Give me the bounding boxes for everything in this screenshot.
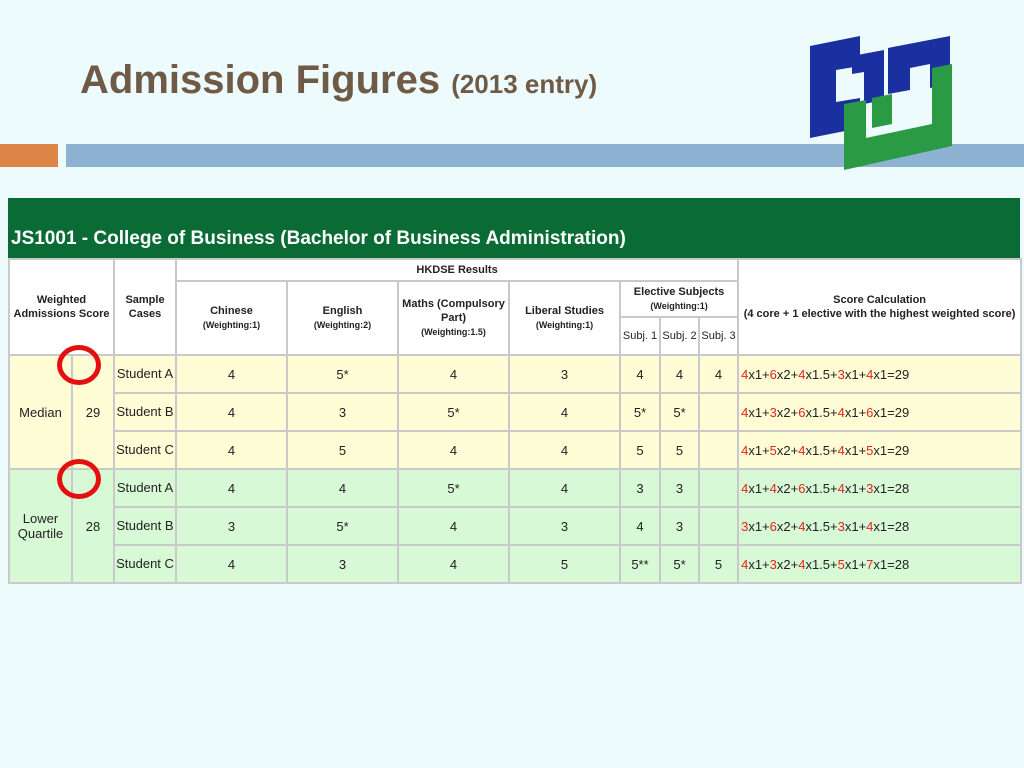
subj2-grade: 3 bbox=[660, 469, 699, 507]
subj1-grade: 5* bbox=[620, 393, 660, 431]
calc-operator: x1+ bbox=[748, 404, 770, 420]
subj3-grade: 4 bbox=[699, 355, 738, 393]
maths-grade: 4 bbox=[398, 545, 509, 583]
liberal-grade: 4 bbox=[509, 469, 620, 507]
calc-grade-points: 4 bbox=[866, 518, 874, 534]
calc-operator: x1+ bbox=[844, 518, 867, 534]
table-row bbox=[9, 431, 1021, 469]
group-label-median: Median bbox=[9, 355, 72, 469]
chinese-label: Chinese bbox=[210, 304, 253, 317]
calc-operator: x1.5+ bbox=[805, 442, 838, 458]
slide-subtitle: (2013 entry) bbox=[451, 69, 598, 99]
english-grade: 3 bbox=[287, 393, 398, 431]
liberal-grade: 4 bbox=[509, 431, 620, 469]
calc-grade-points: 4 bbox=[741, 404, 749, 420]
sample-case: Student A bbox=[114, 355, 176, 393]
table-row bbox=[9, 545, 1021, 583]
calc-grade-points: 4 bbox=[741, 366, 749, 382]
chinese-grade: 4 bbox=[176, 393, 287, 431]
group-score-median bbox=[72, 355, 114, 469]
subj1-grade: 4 bbox=[620, 355, 660, 393]
chinese-weighting: (Weighting:1) bbox=[202, 320, 261, 330]
liberal-header bbox=[509, 281, 620, 355]
calc-grade-points: 4 bbox=[769, 480, 777, 496]
ctu-logo bbox=[800, 28, 958, 170]
score-calc-header bbox=[738, 259, 1021, 355]
calc-grade-points: 3 bbox=[769, 404, 777, 420]
english-grade: 5 bbox=[287, 431, 398, 469]
calc-operator: x2+ bbox=[776, 480, 799, 496]
accent-bar-orange bbox=[0, 144, 58, 167]
subj3-grade bbox=[699, 507, 738, 545]
calc-operator: x1+ bbox=[844, 556, 867, 572]
sample-case: Student A bbox=[114, 469, 176, 507]
calc-operator: x2+ bbox=[776, 404, 799, 420]
calc-grade-points: 4 bbox=[798, 556, 806, 572]
calc-grade-points: 4 bbox=[798, 442, 806, 458]
calc-grade-points: 4 bbox=[798, 518, 806, 534]
table-row bbox=[9, 393, 1021, 431]
subj3-grade bbox=[699, 431, 738, 469]
chinese-grade: 4 bbox=[176, 431, 287, 469]
slide-title bbox=[80, 58, 597, 103]
sample-case: Student C bbox=[114, 545, 176, 583]
sample-cases-header: Sample Cases bbox=[114, 259, 176, 355]
calc-operator: x1+ bbox=[844, 404, 867, 420]
group-score-lower-quartile bbox=[72, 469, 114, 583]
table-row bbox=[9, 507, 1021, 545]
maths-grade: 4 bbox=[398, 507, 509, 545]
maths-grade: 4 bbox=[398, 431, 509, 469]
english-weighting: (Weighting:2) bbox=[313, 320, 372, 330]
hkdse-results-header: HKDSE Results bbox=[176, 259, 738, 281]
calc-grade-points: 4 bbox=[866, 366, 874, 382]
calc-grade-points: 4 bbox=[798, 366, 806, 382]
liberal-grade: 3 bbox=[509, 355, 620, 393]
english-grade: 5* bbox=[287, 507, 398, 545]
score-calc-title: Score Calculation bbox=[833, 293, 927, 306]
subj1-grade: 4 bbox=[620, 507, 660, 545]
chinese-header bbox=[176, 281, 287, 355]
calc-grade-points: 3 bbox=[741, 518, 749, 534]
calc-operator: x1.5+ bbox=[805, 404, 838, 420]
score-value: 29 bbox=[85, 404, 101, 420]
table-row bbox=[9, 469, 1021, 507]
calc-grade-points: 6 bbox=[769, 518, 777, 534]
maths-weighting: (Weighting:1.5) bbox=[421, 327, 486, 338]
subj3-header: Subj. 3 bbox=[699, 317, 738, 355]
calc-grade-points: 4 bbox=[741, 556, 749, 572]
maths-grade: 4 bbox=[398, 355, 509, 393]
calc-grade-points: 7 bbox=[866, 556, 874, 572]
maths-header bbox=[398, 281, 509, 355]
score-calculation bbox=[738, 469, 1021, 507]
calc-operator: x1.5+ bbox=[805, 366, 838, 382]
calc-grade-points: 4 bbox=[837, 480, 845, 496]
english-header bbox=[287, 281, 398, 355]
calc-grade-points: 5 bbox=[769, 442, 777, 458]
subj2-header: Subj. 2 bbox=[660, 317, 699, 355]
calc-operator: x1.5+ bbox=[805, 556, 838, 572]
calc-operator: x1+ bbox=[748, 480, 770, 496]
calc-operator: x1=29 bbox=[873, 442, 910, 458]
subj2-grade: 5* bbox=[660, 545, 699, 583]
calc-operator: x2+ bbox=[776, 556, 799, 572]
maths-label: Maths (Compulsory Part) bbox=[402, 297, 505, 324]
maths-grade: 5* bbox=[398, 469, 509, 507]
calc-operator: x2+ bbox=[776, 518, 799, 534]
subj1-grade: 3 bbox=[620, 469, 660, 507]
calc-operator: x2+ bbox=[776, 366, 799, 382]
english-grade: 4 bbox=[287, 469, 398, 507]
calc-grade-points: 6 bbox=[866, 404, 874, 420]
calc-operator: x1+ bbox=[844, 366, 867, 382]
table-row bbox=[9, 355, 1021, 393]
calc-grade-points: 3 bbox=[866, 480, 874, 496]
admission-table-panel bbox=[8, 198, 1020, 584]
calc-operator: x1.5+ bbox=[805, 518, 838, 534]
chinese-grade: 4 bbox=[176, 545, 287, 583]
elective-label: Elective Subjects bbox=[633, 285, 725, 298]
english-label: English bbox=[322, 304, 363, 317]
calc-grade-points: 6 bbox=[769, 366, 777, 382]
score-calculation bbox=[738, 355, 1021, 393]
calc-operator: x1+ bbox=[748, 366, 770, 382]
subj2-grade: 5 bbox=[660, 431, 699, 469]
elective-weighting: (Weighting:1) bbox=[650, 301, 708, 311]
calc-grade-points: 4 bbox=[741, 480, 749, 496]
calc-grade-points: 4 bbox=[741, 442, 749, 458]
subj2-grade: 3 bbox=[660, 507, 699, 545]
subj1-header: Subj. 1 bbox=[620, 317, 660, 355]
calc-operator: x1=28 bbox=[873, 556, 910, 572]
calc-operator: x1=28 bbox=[873, 480, 910, 496]
score-calculation bbox=[738, 431, 1021, 469]
calc-operator: x1.5+ bbox=[805, 480, 838, 496]
calc-grade-points: 6 bbox=[798, 404, 806, 420]
score-calculation bbox=[738, 545, 1021, 583]
english-grade: 3 bbox=[287, 545, 398, 583]
weighted-score-header: Weighted Admissions Score bbox=[9, 259, 114, 355]
calc-grade-points: 4 bbox=[837, 404, 845, 420]
slide-title-main: Admission Figures bbox=[80, 58, 441, 102]
calc-grade-points: 3 bbox=[837, 366, 845, 382]
subj3-grade bbox=[699, 469, 738, 507]
liberal-grade: 5 bbox=[509, 545, 620, 583]
subj3-grade: 5 bbox=[699, 545, 738, 583]
chinese-grade: 3 bbox=[176, 507, 287, 545]
liberal-grade: 4 bbox=[509, 393, 620, 431]
chinese-grade: 4 bbox=[176, 469, 287, 507]
sample-case: Student B bbox=[114, 507, 176, 545]
subj2-grade: 4 bbox=[660, 355, 699, 393]
score-calc-subtitle: (4 core + 1 elective with the highest weighted score) bbox=[743, 308, 1016, 320]
calc-operator: x1=28 bbox=[873, 518, 910, 534]
sample-case: Student C bbox=[114, 431, 176, 469]
calc-operator: x1+ bbox=[748, 556, 770, 572]
admission-table bbox=[8, 258, 1022, 584]
sample-case: Student B bbox=[114, 393, 176, 431]
maths-grade: 5* bbox=[398, 393, 509, 431]
liberal-weighting: (Weighting:1) bbox=[535, 320, 594, 330]
table-title: JS1001 - College of Business (Bachelor of Business Administration) bbox=[8, 198, 1020, 258]
calc-operator: x1+ bbox=[748, 442, 770, 458]
calc-operator: x1=29 bbox=[873, 404, 910, 420]
subj2-grade: 5* bbox=[660, 393, 699, 431]
highlight-circle bbox=[57, 345, 101, 385]
calc-operator: x1+ bbox=[844, 480, 867, 496]
calc-grade-points: 3 bbox=[769, 556, 777, 572]
subj1-grade: 5** bbox=[620, 545, 660, 583]
subj1-grade: 5 bbox=[620, 431, 660, 469]
score-calculation bbox=[738, 507, 1021, 545]
highlight-circle bbox=[57, 459, 101, 499]
score-calculation bbox=[738, 393, 1021, 431]
liberal-grade: 3 bbox=[509, 507, 620, 545]
calc-operator: x2+ bbox=[776, 442, 799, 458]
calc-grade-points: 4 bbox=[837, 442, 845, 458]
score-value: 28 bbox=[85, 518, 101, 534]
elective-header bbox=[620, 281, 738, 317]
subj3-grade bbox=[699, 393, 738, 431]
calc-operator: x1+ bbox=[844, 442, 867, 458]
group-label-lower-quartile: Lower Quartile bbox=[9, 469, 72, 583]
calc-grade-points: 3 bbox=[837, 518, 845, 534]
calc-operator: x1=29 bbox=[873, 366, 910, 382]
calc-grade-points: 6 bbox=[798, 480, 806, 496]
liberal-label: Liberal Studies bbox=[525, 304, 604, 317]
calc-grade-points: 5 bbox=[866, 442, 874, 458]
english-grade: 5* bbox=[287, 355, 398, 393]
chinese-grade: 4 bbox=[176, 355, 287, 393]
calc-grade-points: 5 bbox=[837, 556, 845, 572]
calc-operator: x1+ bbox=[748, 518, 770, 534]
